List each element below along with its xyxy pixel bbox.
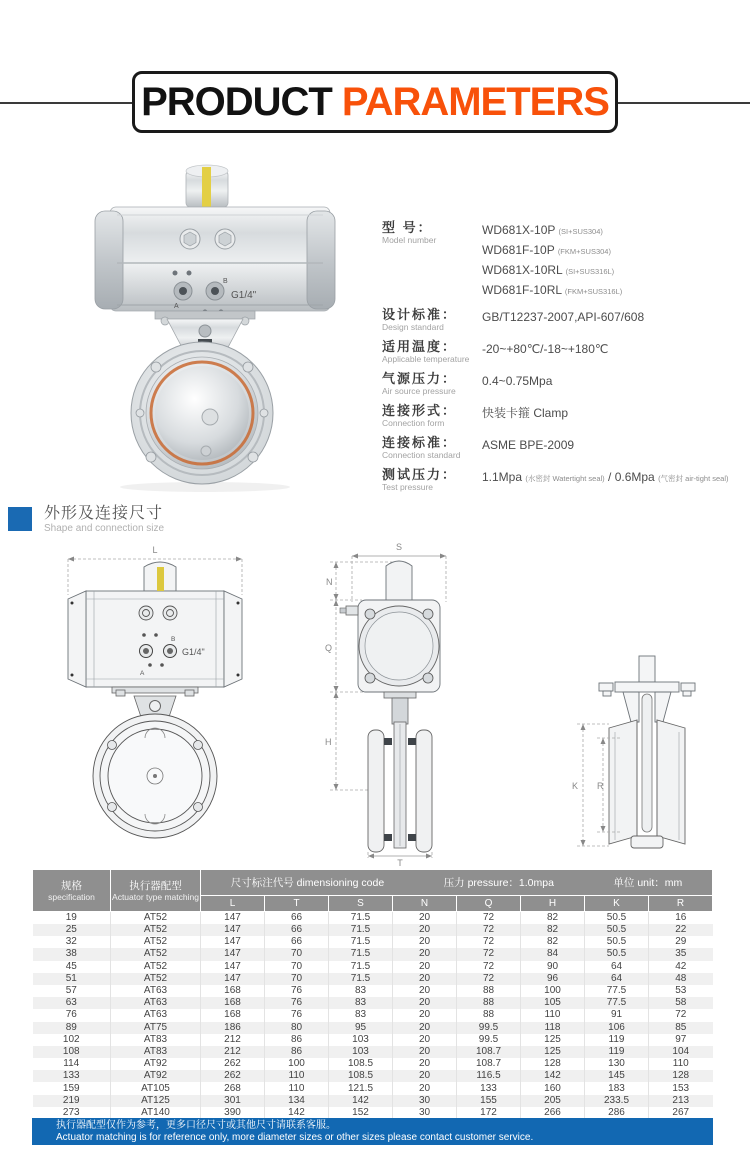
table-cell: 268: [201, 1082, 265, 1094]
table-cell: 142: [265, 1107, 329, 1119]
spec-label-en: Air source pressure: [382, 386, 456, 396]
spec-value-line: WD681X-10P (SI+SUS304): [482, 223, 603, 237]
table-cell: 97: [675, 1033, 687, 1045]
spec-value-line: 0.4~0.75Mpa: [482, 374, 553, 388]
table-cell: 262: [201, 1058, 265, 1070]
spec-label: [382, 467, 482, 493]
dim-label-S: S: [395, 542, 403, 552]
dim-col-header: N: [393, 896, 457, 912]
table-cell: 110: [521, 1009, 585, 1021]
table-cell: 35: [675, 948, 687, 960]
spec-value-line: -20~+80℃/-18~+180℃: [482, 342, 609, 356]
table-cell: 20: [393, 1082, 457, 1094]
table-cell: 100: [521, 985, 585, 997]
table-cell: 99.5: [457, 1034, 521, 1046]
spec-value: [482, 220, 742, 301]
table-cell: 57: [33, 985, 111, 997]
table-cell: 90: [521, 961, 585, 973]
table-row: [33, 1095, 713, 1107]
table-cell: 58: [675, 997, 687, 1009]
table-cell: 66: [265, 924, 329, 936]
table-cell: 71.5: [329, 924, 393, 936]
dim-label-L: L: [152, 545, 158, 555]
table-cell: 212: [201, 1046, 265, 1058]
spec-value-line: WD681F-10RL (FKM+SUS316L): [482, 283, 623, 297]
table-cell: AT125: [111, 1095, 201, 1107]
drawing-section-view: [557, 650, 737, 850]
page-title-orange: PARAMETERS: [341, 79, 609, 124]
table-cell: 133: [33, 1070, 111, 1082]
spec-value: [482, 371, 742, 397]
table-row: [33, 1058, 713, 1070]
spec-value: [482, 339, 742, 365]
table-cell: 72: [457, 973, 521, 985]
table-cell: 80: [265, 1022, 329, 1034]
spec-label-en: Connection form: [382, 418, 445, 428]
table-cell: AT63: [111, 997, 201, 1009]
spec-label-cn: 型 号：: [382, 220, 433, 235]
footer-note-cn: 执行器配型仅作为参考，更多口径尺寸或其他尺寸请联系客服。: [56, 1120, 336, 1131]
drawing-port-b-label: B: [171, 636, 176, 643]
table-cell: 72: [457, 948, 521, 960]
table-cell: 130: [585, 1058, 649, 1070]
spec-row: [382, 403, 742, 429]
spec-value-line: GB/T12237-2007,API-607/608: [482, 310, 645, 324]
table-row: [33, 1082, 713, 1094]
table-cell: 133: [457, 1082, 521, 1094]
butterfly-valve-body: [131, 342, 273, 484]
table-cell: 121.5: [329, 1082, 393, 1094]
footer-note: [32, 1118, 713, 1145]
spec-value-line: WD681F-10P (FKM+SUS304): [482, 243, 611, 257]
table-cell: 95: [329, 1022, 393, 1034]
spec-value-line: WD681X-10RL (SI+SUS316L): [482, 263, 615, 277]
spec-label-en: Model number: [382, 235, 437, 245]
table-cell: 118: [521, 1022, 585, 1034]
table-row: [33, 1070, 713, 1082]
table-row: [33, 1022, 713, 1034]
table-cell: 147: [201, 924, 265, 936]
dimension-table: [32, 869, 713, 1119]
table-cell: 20: [393, 924, 457, 936]
product-photo: [55, 155, 375, 495]
spec-table-body: [33, 912, 713, 1120]
table-cell: 103: [329, 1034, 393, 1046]
spec-label-cn: 适用温度：: [382, 339, 458, 354]
table-cell: 16: [675, 912, 687, 923]
pneumatic-actuator-body: [95, 207, 335, 315]
table-cell: 267: [672, 1106, 690, 1118]
table-cell: 262: [201, 1070, 265, 1082]
table-cell: 116.5: [457, 1070, 521, 1082]
table-cell: 83: [329, 997, 393, 1009]
pressure-note: 压力 pressure：1.0mpa: [443, 877, 554, 889]
table-cell: 20: [393, 973, 457, 985]
table-cell: AT52: [111, 912, 201, 925]
table-cell: 119: [585, 1034, 649, 1046]
table-cell: AT92: [111, 1058, 201, 1070]
table-cell: 96: [521, 973, 585, 985]
table-cell: 20: [393, 1058, 457, 1070]
table-cell: 85: [675, 1021, 687, 1033]
table-cell: 70: [265, 961, 329, 973]
table-cell: 70: [265, 973, 329, 985]
table-cell: 172: [457, 1107, 521, 1119]
dim-code-label: 尺寸标注代号 dimensioning code: [230, 877, 385, 889]
table-cell: 22: [675, 924, 687, 936]
table-cell: 108: [33, 1046, 111, 1058]
spec-value: [482, 467, 742, 493]
spec-row: [382, 307, 742, 333]
table-cell: 110: [672, 1058, 689, 1070]
spec-list: [382, 220, 742, 499]
table-cell: 128: [521, 1058, 585, 1070]
table-cell: 77.5: [585, 985, 649, 997]
table-cell: 153: [672, 1082, 690, 1094]
table-cell: 72: [457, 961, 521, 973]
drawing-port-a-label: A: [140, 670, 145, 677]
table-cell: 30: [393, 1095, 457, 1107]
table-cell: AT52: [111, 924, 201, 936]
table-row: [33, 948, 713, 960]
spec-row: [382, 435, 742, 461]
table-cell: 142: [329, 1095, 393, 1107]
spec-label: [382, 435, 482, 461]
table-cell: 20: [393, 997, 457, 1009]
table-cell: 83: [329, 1009, 393, 1021]
table-cell: 152: [329, 1107, 393, 1119]
table-cell: 142: [521, 1070, 585, 1082]
table-cell: 159: [33, 1082, 111, 1094]
table-cell: 266: [521, 1107, 585, 1119]
dim-col-header: Q: [457, 896, 521, 912]
dim-col-header: K: [585, 896, 649, 912]
dim-col-header: T: [265, 896, 329, 912]
table-cell: 45: [33, 961, 111, 973]
table-cell: 110: [265, 1070, 329, 1082]
spec-row: [382, 220, 742, 301]
spec-row: [382, 467, 742, 493]
table-cell: 82: [521, 912, 585, 925]
dim-col-header: L: [201, 896, 265, 912]
table-cell: 77.5: [585, 997, 649, 1009]
col-header-actuator: 执行器配型 Actuator type matching: [111, 870, 201, 912]
table-cell: 233.5: [585, 1095, 649, 1107]
table-row: [33, 973, 713, 985]
table-cell: 183: [585, 1082, 649, 1094]
table-cell: 70: [265, 948, 329, 960]
table-cell: 50.5: [585, 924, 649, 936]
photo-port-b-label: B: [223, 278, 228, 285]
table-cell: 82: [521, 936, 585, 948]
merged-dim-header: [201, 870, 713, 896]
table-cell: 212: [201, 1034, 265, 1046]
table-cell: 301: [201, 1095, 265, 1107]
table-cell: AT52: [111, 948, 201, 960]
table-cell: 32: [33, 936, 111, 948]
table-cell: AT140: [111, 1107, 201, 1119]
table-cell: AT52: [111, 973, 201, 985]
table-cell: 110: [265, 1082, 329, 1094]
table-cell: 205: [521, 1095, 585, 1107]
table-row: [33, 1046, 713, 1058]
table-row: [33, 924, 713, 936]
section-title: 外形及连接尺寸: [44, 505, 164, 522]
page-title-black: PRODUCT: [141, 79, 332, 124]
table-row: [33, 936, 713, 948]
yellow-position-indicator: [202, 167, 211, 207]
table-cell: 102: [33, 1034, 111, 1046]
table-cell: 108.7: [457, 1046, 521, 1058]
table-cell: 76: [265, 997, 329, 1009]
table-cell: AT105: [111, 1082, 201, 1094]
spec-row: [382, 371, 742, 397]
table-row: [33, 1009, 713, 1021]
dim-label-N: N: [326, 577, 333, 587]
photo-port-a-label: A: [174, 303, 179, 310]
table-cell: 105: [521, 997, 585, 1009]
table-cell: 147: [201, 936, 265, 948]
table-cell: 147: [201, 912, 265, 925]
table-cell: 168: [201, 997, 265, 1009]
table-cell: 219: [33, 1095, 111, 1107]
table-cell: 86: [265, 1034, 329, 1046]
dim-label-R: R: [597, 781, 604, 791]
table-cell: 145: [585, 1070, 649, 1082]
table-cell: 20: [393, 948, 457, 960]
table-cell: 390: [201, 1107, 265, 1119]
spec-label: [382, 403, 482, 429]
table-row: [33, 1034, 713, 1046]
table-cell: AT63: [111, 985, 201, 997]
dim-label-H: H: [325, 737, 332, 747]
table-cell: 71.5: [329, 948, 393, 960]
table-cell: 64: [585, 973, 649, 985]
drawing-port-size-label: G1/4": [182, 647, 205, 657]
section-subtitle: Shape and connection size: [44, 523, 165, 534]
photo-port-size-label: G1/4": [231, 290, 257, 301]
table-cell: 86: [265, 1046, 329, 1058]
table-cell: 76: [33, 1009, 111, 1021]
unit-note: 单位 unit：mm: [613, 877, 683, 889]
table-cell: 91: [585, 1009, 649, 1021]
table-cell: 106: [585, 1022, 649, 1034]
table-cell: 83: [329, 985, 393, 997]
spec-value-line: 1.1Mpa (水密封 Watertight seal) / 0.6Mpa (气密封 air-tight seal): [482, 470, 729, 484]
table-cell: 286: [585, 1107, 649, 1119]
table-cell: 125: [521, 1034, 585, 1046]
table-row: [33, 961, 713, 973]
dimension-table-wrap: [32, 869, 713, 1119]
table-cell: 147: [201, 961, 265, 973]
table-cell: 76: [265, 1009, 329, 1021]
spec-value-line: 快装卡箍 Clamp: [482, 406, 569, 420]
table-cell: 108.5: [329, 1058, 393, 1070]
table-cell: 72: [457, 912, 521, 925]
table-cell: 50.5: [585, 948, 649, 960]
table-cell: 20: [393, 936, 457, 948]
table-cell: 48: [675, 972, 687, 984]
table-cell: 71.5: [329, 912, 393, 925]
table-cell: AT63: [111, 1009, 201, 1021]
spec-row: [382, 339, 742, 365]
table-row: [33, 997, 713, 1009]
spec-label-cn: 连接形式：: [382, 403, 458, 418]
dim-label-K: K: [572, 781, 579, 791]
table-cell: 20: [393, 1022, 457, 1034]
dim-col-header: S: [329, 896, 393, 912]
spec-label: [382, 339, 482, 365]
table-cell: 71.5: [329, 936, 393, 948]
actuator-indicator-cap: [186, 165, 228, 207]
spec-label-en: Design standard: [382, 322, 444, 332]
table-cell: 160: [521, 1082, 585, 1094]
spec-label-en: Test pressure: [382, 482, 434, 492]
table-cell: 72: [457, 924, 521, 936]
table-cell: 72: [457, 936, 521, 948]
spec-label-en: Applicable temperature: [382, 354, 470, 364]
table-cell: 88: [457, 1009, 521, 1021]
table-cell: 128: [672, 1070, 690, 1082]
spec-label-cn: 气源压力：: [382, 371, 458, 386]
table-cell: 155: [457, 1095, 521, 1107]
drawing-yellow-indicator: [157, 567, 164, 591]
table-cell: 168: [201, 985, 265, 997]
table-cell: 20: [393, 961, 457, 973]
table-cell: 20: [393, 912, 457, 925]
table-cell: 99.5: [457, 1022, 521, 1034]
table-cell: AT83: [111, 1034, 201, 1046]
table-cell: 84: [521, 948, 585, 960]
table-cell: AT52: [111, 936, 201, 948]
drawing-side-view: [322, 542, 482, 867]
section-marker-square: [8, 507, 32, 531]
table-row: [33, 985, 713, 997]
table-cell: 20: [393, 1034, 457, 1046]
table-cell: 104: [672, 1045, 690, 1057]
spec-label: [382, 220, 482, 301]
table-cell: 42: [675, 960, 687, 972]
col-header-specification: 规格 specification: [33, 870, 111, 912]
table-cell: 273: [33, 1107, 111, 1119]
dim-col-header: H: [521, 896, 585, 912]
table-cell: 76: [265, 985, 329, 997]
table-cell: 89: [33, 1022, 111, 1034]
spec-label-cn: 设计标准：: [382, 307, 458, 322]
spec-label-cn: 连接标准：: [382, 435, 458, 450]
table-cell: AT75: [111, 1022, 201, 1034]
table-cell: 213: [672, 1094, 690, 1106]
table-cell: 66: [265, 936, 329, 948]
table-cell: 30: [393, 1107, 457, 1119]
section-header: [8, 505, 164, 535]
table-cell: 71.5: [329, 973, 393, 985]
spec-label: [382, 371, 482, 397]
table-cell: 71.5: [329, 961, 393, 973]
table-cell: 20: [393, 985, 457, 997]
table-cell: 29: [675, 936, 687, 948]
table-cell: 64: [585, 961, 649, 973]
table-cell: 50.5: [585, 936, 649, 948]
spec-value: [482, 403, 742, 429]
spec-value: [482, 435, 742, 461]
spec-value: [482, 307, 742, 333]
table-cell: 38: [33, 948, 111, 960]
drawing-front-view: [60, 545, 250, 845]
table-cell: 72: [675, 1009, 687, 1021]
table-cell: 20: [393, 1009, 457, 1021]
table-cell: 50.5: [585, 912, 649, 925]
table-cell: 66: [265, 912, 329, 925]
table-cell: AT52: [111, 961, 201, 973]
table-cell: 134: [265, 1095, 329, 1107]
table-cell: 19: [33, 912, 111, 925]
spec-label: [382, 307, 482, 333]
dim-col-header: R: [649, 896, 713, 912]
table-cell: 108.5: [329, 1070, 393, 1082]
dim-label-T: T: [397, 858, 403, 867]
table-cell: 82: [521, 924, 585, 936]
footer-note-en: Actuator matching is for reference only, more diameter sizes or other sizes please contact customer service.: [56, 1132, 534, 1143]
table-cell: 63: [33, 997, 111, 1009]
table-cell: 147: [201, 973, 265, 985]
table-cell: 20: [393, 1070, 457, 1082]
table-cell: 88: [457, 985, 521, 997]
table-cell: 119: [585, 1046, 649, 1058]
table-cell: 103: [329, 1046, 393, 1058]
table-cell: 51: [33, 973, 111, 985]
table-cell: 20: [393, 1046, 457, 1058]
table-cell: 88: [457, 997, 521, 1009]
table-cell: 125: [521, 1046, 585, 1058]
table-cell: 147: [201, 948, 265, 960]
table-cell: AT92: [111, 1070, 201, 1082]
table-cell: AT83: [111, 1046, 201, 1058]
spec-label-cn: 测试压力：: [382, 467, 458, 482]
table-row: [33, 912, 713, 925]
table-cell: 100: [265, 1058, 329, 1070]
table-cell: 108.7: [457, 1058, 521, 1070]
table-cell: 186: [201, 1022, 265, 1034]
spec-value-line: ASME BPE-2009: [482, 438, 575, 452]
spec-label-en: Connection standard: [382, 450, 461, 460]
table-cell: 25: [33, 924, 111, 936]
dim-label-Q: Q: [325, 643, 333, 653]
table-cell: 53: [675, 985, 687, 997]
table-cell: 168: [201, 1009, 265, 1021]
page-title: [132, 71, 618, 133]
table-cell: 114: [33, 1058, 111, 1070]
